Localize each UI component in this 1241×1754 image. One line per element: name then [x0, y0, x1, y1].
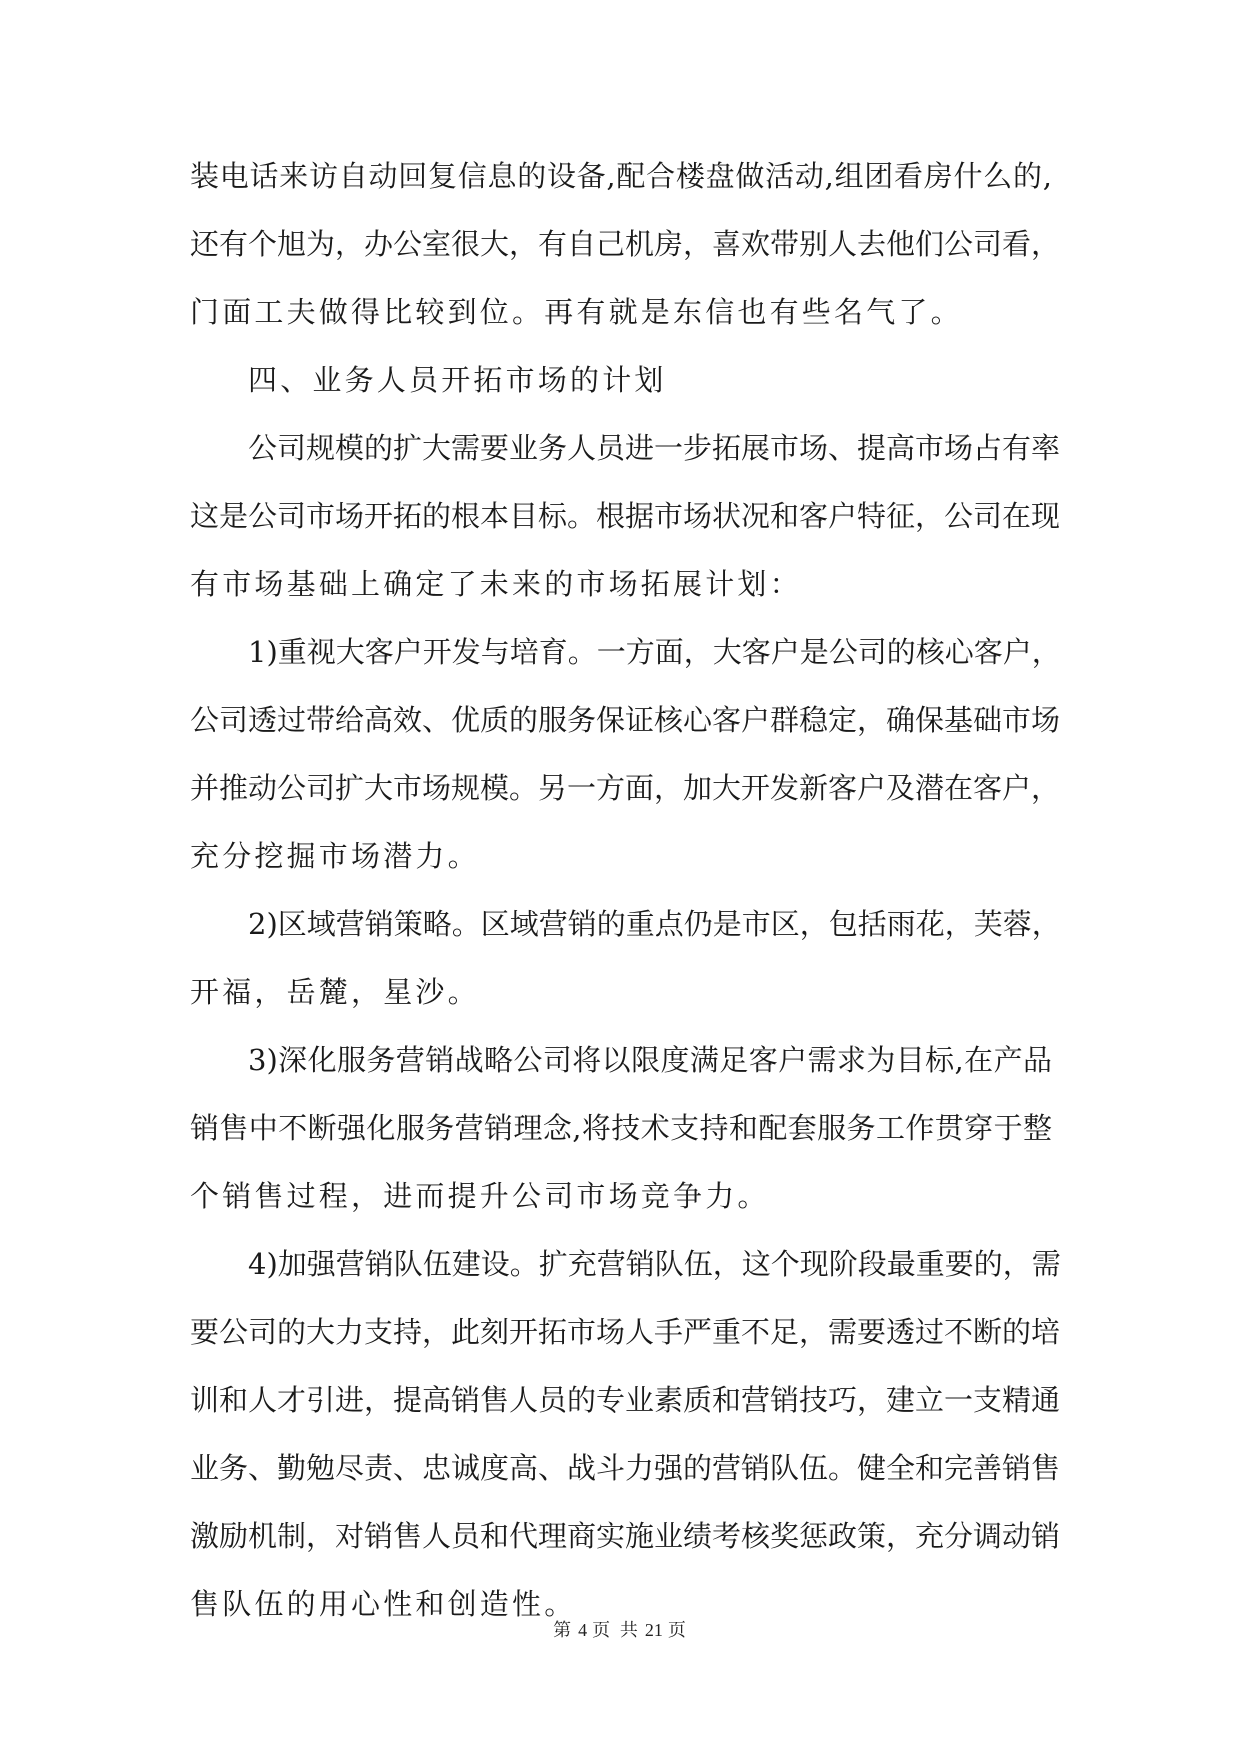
footer-prefix: 第	[553, 1620, 574, 1641]
text-line: 售队伍的用心性和创造性。	[190, 1587, 577, 1621]
text-line: 1)重视大客户开发与培育。一方面，大客户是公司的核心客户，	[248, 635, 1061, 669]
text-line: 业务、勤勉尽责、忠诚度高、战斗力强的营销队伍。健全和完善销售	[190, 1451, 1061, 1485]
text-line: 公司规模的扩大需要业务人员进一步拓展市场、提高市场占有率	[248, 431, 1061, 465]
text-line: 还有个旭为，办公室很大，有自己机房，喜欢带别人去他们公司看，	[190, 227, 1061, 261]
text-line: 并推动公司扩大市场规模。另一方面，加大开发新客户及潜在客户，	[190, 771, 1061, 805]
text-line: 销售中不断强化服务营销理念,将技术支持和配套服务工作贯穿于整	[190, 1111, 1052, 1145]
footer-suffix: 页	[667, 1620, 688, 1641]
section-heading: 四、业务人员开拓市场的计划	[248, 363, 667, 397]
text-line: 开福，岳麓，星沙。	[190, 975, 480, 1009]
text-line: 3)深化服务营销战略公司将以限度满足客户需求为目标,在产品	[248, 1043, 1052, 1077]
text-line: 充分挖掘市场潜力。	[190, 839, 480, 873]
text-line: 个销售过程，进而提升公司市场竞争力。	[190, 1179, 770, 1213]
text-line: 门面工夫做得比较到位。再有就是东信也有些名气了。	[190, 295, 963, 329]
text-line: 装电话来访自动回复信息的设备,配合楼盘做活动,组团看房什么的,	[190, 159, 1052, 193]
text-line: 激励机制，对销售人员和代理商实施业绩考核奖惩政策，充分调动销	[190, 1519, 1061, 1553]
text-line: 2)区域营销策略。区域营销的重点仍是市区，包括雨花，芙蓉，	[248, 907, 1061, 941]
text-line: 要公司的大力支持，此刻开拓市场人手严重不足，需要透过不断的培	[190, 1315, 1061, 1349]
total-pages: 21	[644, 1620, 663, 1640]
text-line: 有市场基础上确定了未来的市场拓展计划：	[190, 567, 802, 601]
text-line: 公司透过带给高效、优质的服务保证核心客户群稳定，确保基础市场	[190, 703, 1061, 737]
footer-middle: 页 共	[592, 1620, 640, 1641]
text-line: 这是公司市场开拓的根本目标。根据市场状况和客户特征，公司在现	[190, 499, 1061, 533]
page-footer	[0, 1618, 1241, 1643]
text-line: 4)加强营销队伍建设。扩充营销队伍，这个现阶段最重要的，需	[248, 1247, 1061, 1281]
text-line: 训和人才引进，提高销售人员的专业素质和营销技巧，建立一支精通	[190, 1383, 1061, 1417]
page-number: 4	[578, 1620, 588, 1640]
